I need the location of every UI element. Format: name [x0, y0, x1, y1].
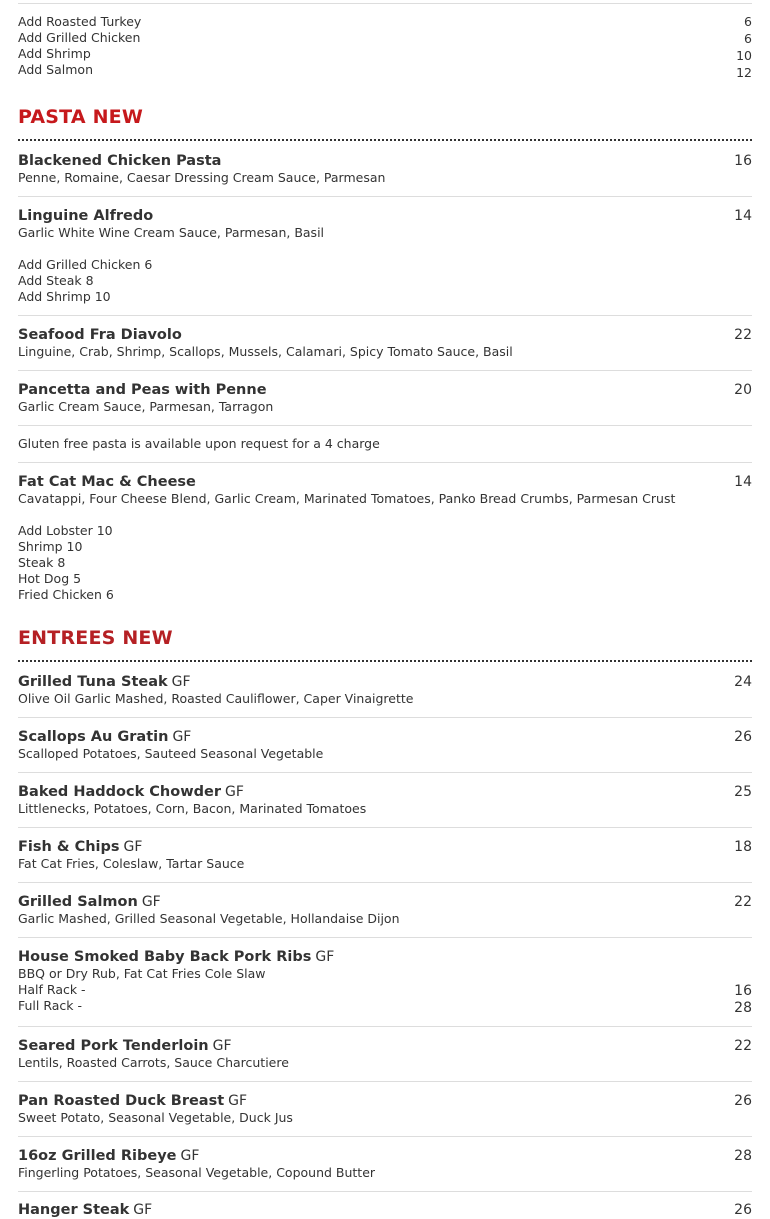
item-title: 16oz Grilled Ribeye [18, 1148, 177, 1164]
item-divider [18, 827, 752, 828]
gluten-free-badge: GF [224, 784, 244, 800]
menu-item [18, 728, 752, 762]
item-name [18, 838, 752, 856]
item-divider [18, 1191, 752, 1192]
rack-option [18, 982, 752, 998]
addon-price: 12 [736, 65, 752, 80]
item-name [18, 1037, 752, 1055]
item-price: 25 [734, 784, 752, 800]
addon-line: Fried Chicken 6 [18, 587, 114, 602]
menu-item [18, 1037, 752, 1071]
item-name [18, 1147, 752, 1165]
item-name [18, 783, 752, 801]
item-divider [18, 772, 752, 773]
item-description: Fingerling Potatoes, Seasonal Vegetable, Copound Butter [18, 1165, 376, 1180]
menu-item [18, 207, 752, 305]
item-title: Baked Haddock Chowder [18, 784, 221, 800]
item-price: 22 [734, 1038, 752, 1054]
item-price: 26 [734, 1093, 752, 1109]
addon-item [18, 30, 752, 46]
addon-line: Add Steak 8 [18, 273, 94, 288]
item-name [18, 728, 752, 746]
addon-price: 6 [744, 14, 752, 29]
item-price: 22 [734, 894, 752, 910]
item-description: Lentils, Roasted Carrots, Sauce Charcutiere [18, 1055, 289, 1070]
gluten-free-badge: GF [171, 674, 191, 690]
addon-label: Add Shrimp [18, 46, 91, 61]
item-divider [18, 1136, 752, 1137]
rack-price: 28 [734, 1000, 752, 1016]
item-name: Linguine Alfredo [18, 208, 154, 224]
section-divider [18, 660, 752, 662]
item-divider [18, 425, 752, 426]
rack-option [18, 998, 752, 1014]
menu-item [18, 473, 752, 603]
item-description: BBQ or Dry Rub, Fat Cat Fries Cole Slaw [18, 966, 266, 981]
addons-list [18, 14, 752, 78]
item-title: Hanger Steak [18, 1202, 130, 1218]
item-description: Cavatappi, Four Cheese Blend, Garlic Cream, Marinated Tomatoes, Panko Bread Crumbs, Parmesan Crust [18, 491, 676, 506]
item-divider [18, 196, 752, 197]
item-price: 26 [734, 1202, 752, 1218]
menu-item [18, 673, 752, 707]
item-price: 26 [734, 729, 752, 745]
menu-item [18, 1201, 752, 1219]
item-title: Pan Roasted Duck Breast [18, 1093, 225, 1109]
item-price: 16 [734, 153, 752, 169]
item-description: Penne, Romaine, Caesar Dressing Cream Sauce, Parmesan [18, 170, 386, 185]
addon-line: Add Grilled Chicken 6 [18, 257, 153, 272]
rack-price: 16 [734, 983, 752, 999]
item-description: Garlic White Wine Cream Sauce, Parmesan, Basil [18, 225, 325, 240]
item-divider [18, 1081, 752, 1082]
item-price: 28 [734, 1148, 752, 1164]
gluten-free-badge: GF [133, 1202, 153, 1218]
item-divider [18, 882, 752, 883]
addon-label: Add Grilled Chicken [18, 30, 141, 45]
item-name: Pancetta and Peas with Penne [18, 382, 267, 398]
item-title: House Smoked Baby Back Pork Ribs [18, 949, 312, 965]
item-title: Seared Pork Tenderloin [18, 1038, 209, 1054]
menu-item [18, 1092, 752, 1126]
rack-label: Half Rack - [18, 982, 86, 997]
item-title: Grilled Tuna Steak [18, 674, 168, 690]
item-name [18, 948, 752, 966]
addon-line: Steak 8 [18, 555, 66, 570]
addon-label: Add Salmon [18, 62, 93, 77]
item-description: Scalloped Potatoes, Sauteed Seasonal Vegetable [18, 746, 324, 761]
item-name [18, 893, 752, 911]
item-description: Linguine, Crab, Shrimp, Scallops, Mussels, Calamari, Spicy Tomato Sauce, Basil [18, 344, 513, 359]
item-divider [18, 462, 752, 463]
item-name: Blackened Chicken Pasta [18, 153, 222, 169]
menu-item [18, 152, 752, 186]
gluten-free-badge: GF [212, 1038, 232, 1054]
item-title: Grilled Salmon [18, 894, 138, 910]
item-name [18, 673, 752, 691]
item-price: 20 [734, 382, 752, 398]
addon-item [18, 14, 752, 30]
item-description: Olive Oil Garlic Mashed, Roasted Cauliflower, Caper Vinaigrette [18, 691, 414, 706]
item-divider [18, 315, 752, 316]
addon-price: 10 [736, 48, 752, 63]
gluten-free-badge: GF [141, 894, 161, 910]
gluten-free-badge: GF [123, 839, 143, 855]
item-divider [18, 1026, 752, 1027]
gluten-free-badge: GF [180, 1148, 200, 1164]
gluten-free-badge: GF [315, 949, 335, 965]
item-price: 18 [734, 839, 752, 855]
item-title: Scallops Au Gratin [18, 729, 169, 745]
item-name: Fat Cat Mac & Cheese [18, 474, 196, 490]
item-description: Garlic Cream Sauce, Parmesan, Tarragon [18, 399, 274, 414]
item-divider [18, 937, 752, 938]
section-divider [18, 139, 752, 141]
item-price: 14 [734, 474, 752, 490]
menu-item [18, 381, 752, 415]
item-name: Seafood Fra Diavolo [18, 327, 182, 343]
addon-price: 6 [744, 31, 752, 46]
item-description: Fat Cat Fries, Coleslaw, Tartar Sauce [18, 856, 245, 871]
divider [18, 3, 752, 4]
addon-line: Hot Dog 5 [18, 571, 82, 586]
item-addons [18, 523, 752, 603]
menu-item [18, 838, 752, 872]
gluten-free-note: Gluten free pasta is available upon request for a 4 charge [18, 436, 380, 451]
addon-label: Add Roasted Turkey [18, 14, 142, 29]
gluten-free-badge: GF [172, 729, 192, 745]
section-title-entrees: ENTREES NEW [18, 627, 173, 649]
menu-item [18, 1147, 752, 1181]
item-price: 24 [734, 674, 752, 690]
section-title-pasta: PASTA NEW [18, 106, 144, 128]
item-divider [18, 370, 752, 371]
item-name [18, 1092, 752, 1110]
rack-label: Full Rack - [18, 998, 83, 1013]
item-price: 14 [734, 208, 752, 224]
item-addons [18, 257, 752, 305]
gluten-free-badge: GF [228, 1093, 248, 1109]
item-price: 22 [734, 327, 752, 343]
menu-item [18, 783, 752, 817]
menu-item [18, 948, 752, 1014]
addon-item [18, 46, 752, 62]
item-name [18, 1201, 752, 1219]
item-description: Sweet Potato, Seasonal Vegetable, Duck Jus [18, 1110, 293, 1125]
addon-line: Add Shrimp 10 [18, 289, 111, 304]
menu-item [18, 893, 752, 927]
addon-line: Shrimp 10 [18, 539, 83, 554]
item-description: Littlenecks, Potatoes, Corn, Bacon, Marinated Tomatoes [18, 801, 367, 816]
addon-item [18, 62, 752, 78]
addon-line: Add Lobster 10 [18, 523, 113, 538]
item-description: Garlic Mashed, Grilled Seasonal Vegetable, Hollandaise Dijon [18, 911, 400, 926]
item-title: Fish & Chips [18, 839, 120, 855]
item-divider [18, 717, 752, 718]
menu-item [18, 326, 752, 360]
